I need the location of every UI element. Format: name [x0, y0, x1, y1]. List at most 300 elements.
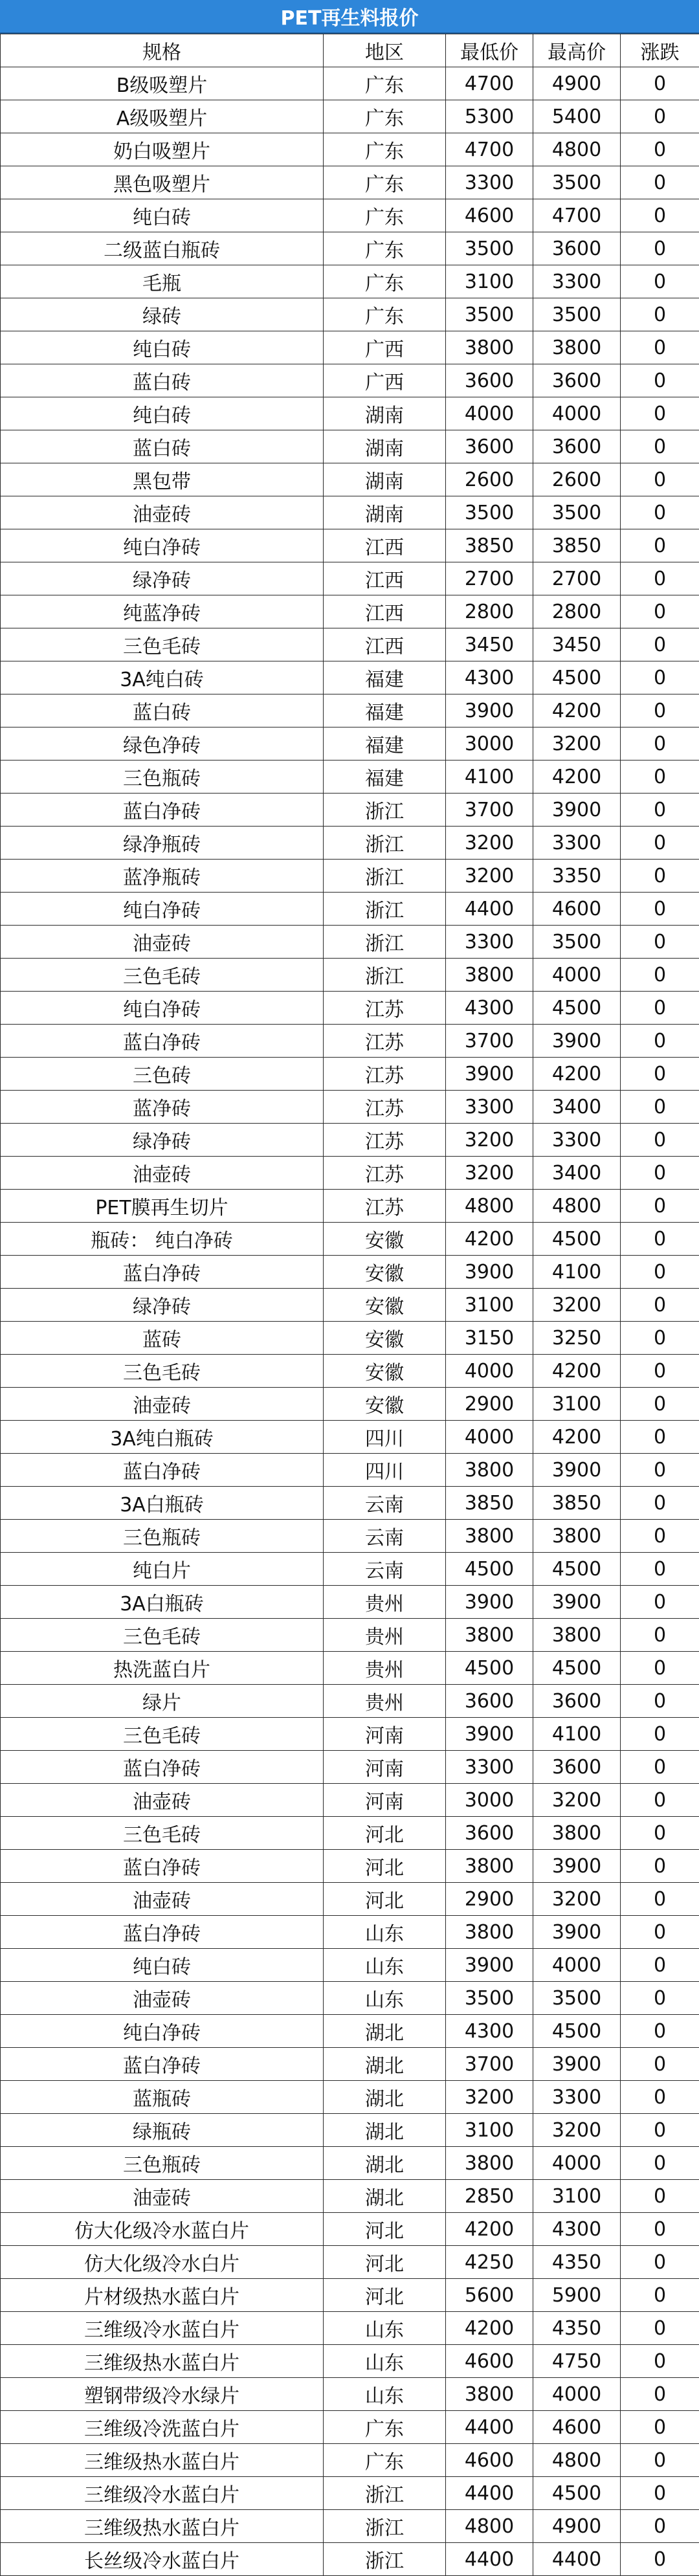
- table-row: [1, 2147, 699, 2180]
- cell-region: 山东: [324, 2312, 446, 2345]
- cell-min-price: 2800: [446, 595, 533, 628]
- cell-min-price: 3100: [446, 1289, 533, 1322]
- table-row: [1, 100, 699, 133]
- cell-min-price: 4250: [446, 2246, 533, 2279]
- table-row: [1, 1256, 699, 1289]
- cell-max-price: 4200: [533, 761, 621, 794]
- table-row: [1, 2246, 699, 2279]
- cell-region: 江西: [324, 628, 446, 661]
- cell-change: 0: [621, 1652, 699, 1685]
- cell-max-price: 3500: [533, 1982, 621, 2015]
- cell-change: 0: [621, 2213, 699, 2246]
- cell-change: 0: [621, 1223, 699, 1256]
- cell-min-price: 5600: [446, 2279, 533, 2312]
- cell-max-price: 3250: [533, 1322, 621, 1355]
- cell-change: 0: [621, 1124, 699, 1157]
- cell-max-price: 4300: [533, 2213, 621, 2246]
- cell-min-price: 4700: [446, 133, 533, 166]
- cell-region: 江西: [324, 562, 446, 595]
- table-row: [1, 529, 699, 562]
- table-row: [1, 232, 699, 265]
- cell-spec: 油壶砖: [1, 926, 324, 959]
- cell-region: 广东: [324, 100, 446, 133]
- cell-change: 0: [621, 67, 699, 100]
- cell-region: 河南: [324, 1751, 446, 1784]
- cell-max-price: 4200: [533, 1355, 621, 1388]
- cell-spec: 蓝净砖: [1, 1091, 324, 1124]
- cell-region: 广西: [324, 364, 446, 397]
- table-row: [1, 2015, 699, 2048]
- cell-max-price: 4500: [533, 2015, 621, 2048]
- cell-region: 江苏: [324, 1190, 446, 1223]
- cell-min-price: 4300: [446, 2015, 533, 2048]
- cell-region: 湖南: [324, 463, 446, 496]
- table-row: [1, 661, 699, 694]
- cell-region: 湖北: [324, 2114, 446, 2147]
- table-row: [1, 926, 699, 959]
- table-row: [1, 1157, 699, 1190]
- table-row: [1, 761, 699, 794]
- table-row: [1, 1421, 699, 1454]
- cell-change: 0: [621, 761, 699, 794]
- cell-min-price: 4000: [446, 1355, 533, 1388]
- cell-max-price: 3200: [533, 1289, 621, 1322]
- cell-change: 0: [621, 2246, 699, 2279]
- cell-region: 山东: [324, 1949, 446, 1982]
- cell-region: 江苏: [324, 1058, 446, 1091]
- cell-region: 广东: [324, 298, 446, 331]
- table-row: [1, 727, 699, 761]
- cell-spec: 蓝白净砖: [1, 1256, 324, 1289]
- cell-spec: 蓝砖: [1, 1322, 324, 1355]
- table-row: [1, 430, 699, 463]
- table-row: [1, 1520, 699, 1553]
- table-row: [1, 397, 699, 430]
- cell-region: 云南: [324, 1520, 446, 1553]
- cell-change: 0: [621, 628, 699, 661]
- cell-max-price: 4600: [533, 893, 621, 926]
- cell-region: 广东: [324, 2444, 446, 2477]
- cell-max-price: 5900: [533, 2279, 621, 2312]
- table-row: [1, 1817, 699, 1850]
- cell-max-price: 4700: [533, 199, 621, 232]
- cell-spec: 黑色吸塑片: [1, 166, 324, 199]
- cell-change: 0: [621, 1586, 699, 1619]
- cell-region: 河北: [324, 1850, 446, 1883]
- cell-change: 0: [621, 1058, 699, 1091]
- table-row: [1, 628, 699, 661]
- cell-min-price: 3600: [446, 364, 533, 397]
- cell-region: 山东: [324, 2378, 446, 2411]
- cell-change: 0: [621, 133, 699, 166]
- cell-change: 0: [621, 1949, 699, 1982]
- cell-spec: 纯白净砖: [1, 529, 324, 562]
- table-row: [1, 1982, 699, 2015]
- cell-region: 广东: [324, 265, 446, 298]
- cell-min-price: 3850: [446, 529, 533, 562]
- cell-region: 广东: [324, 67, 446, 100]
- cell-min-price: 3900: [446, 694, 533, 727]
- cell-min-price: 4600: [446, 2444, 533, 2477]
- cell-max-price: 3800: [533, 1520, 621, 1553]
- cell-max-price: 4000: [533, 959, 621, 992]
- cell-min-price: 4800: [446, 2510, 533, 2543]
- cell-max-price: 4000: [533, 397, 621, 430]
- cell-spec: 奶白吸塑片: [1, 133, 324, 166]
- cell-min-price: 3200: [446, 2081, 533, 2114]
- cell-change: 0: [621, 1388, 699, 1421]
- cell-spec: 塑钢带级冷水绿片: [1, 2378, 324, 2411]
- cell-min-price: 3800: [446, 2147, 533, 2180]
- cell-spec: 绿净砖: [1, 562, 324, 595]
- table-row: [1, 2048, 699, 2081]
- cell-region: 四川: [324, 1421, 446, 1454]
- cell-spec: 纯蓝净砖: [1, 595, 324, 628]
- column-header-region: 地区: [324, 34, 446, 67]
- cell-region: 江苏: [324, 1157, 446, 1190]
- price-table: [0, 34, 699, 2576]
- cell-region: 安徽: [324, 1256, 446, 1289]
- cell-region: 湖北: [324, 2015, 446, 2048]
- cell-spec: 纯白净砖: [1, 893, 324, 926]
- cell-region: 河北: [324, 1883, 446, 1916]
- cell-region: 安徽: [324, 1322, 446, 1355]
- cell-min-price: 2600: [446, 463, 533, 496]
- cell-region: 河北: [324, 1817, 446, 1850]
- cell-region: 广东: [324, 232, 446, 265]
- table-row: [1, 2510, 699, 2543]
- cell-min-price: 3800: [446, 1520, 533, 1553]
- cell-region: 浙江: [324, 794, 446, 827]
- cell-min-price: 3200: [446, 860, 533, 893]
- cell-spec: 三色毛砖: [1, 1817, 324, 1850]
- table-row: [1, 1025, 699, 1058]
- cell-spec: 油壶砖: [1, 2180, 324, 2213]
- cell-spec: PET膜再生切片: [1, 1190, 324, 1223]
- cell-max-price: 4100: [533, 1718, 621, 1751]
- cell-spec: 三色瓶砖: [1, 1520, 324, 1553]
- table-row: [1, 2213, 699, 2246]
- cell-change: 0: [621, 2543, 699, 2576]
- cell-change: 0: [621, 1751, 699, 1784]
- cell-change: 0: [621, 1850, 699, 1883]
- cell-region: 湖南: [324, 397, 446, 430]
- table-row: [1, 1355, 699, 1388]
- table-row: [1, 463, 699, 496]
- cell-max-price: 4500: [533, 661, 621, 694]
- cell-spec: B级吸塑片: [1, 67, 324, 100]
- cell-spec: 油壶砖: [1, 1784, 324, 1817]
- cell-min-price: 2900: [446, 1883, 533, 1916]
- cell-min-price: 2850: [446, 2180, 533, 2213]
- table-row: [1, 298, 699, 331]
- cell-max-price: 3100: [533, 1388, 621, 1421]
- cell-spec: 蓝瓶砖: [1, 2081, 324, 2114]
- cell-max-price: 3800: [533, 1817, 621, 1850]
- table-row: [1, 1586, 699, 1619]
- table-row: [1, 1850, 699, 1883]
- table-row: [1, 2081, 699, 2114]
- cell-change: 0: [621, 827, 699, 860]
- cell-change: 0: [621, 1817, 699, 1850]
- table-body: [1, 67, 699, 2576]
- cell-spec: 三维级热水蓝白片: [1, 2444, 324, 2477]
- cell-min-price: 3900: [446, 1256, 533, 1289]
- table-row: [1, 1619, 699, 1652]
- cell-region: 浙江: [324, 2543, 446, 2576]
- cell-max-price: 4000: [533, 2378, 621, 2411]
- cell-region: 广东: [324, 166, 446, 199]
- cell-max-price: 4100: [533, 1256, 621, 1289]
- cell-max-price: 4500: [533, 2477, 621, 2510]
- table-row: [1, 1916, 699, 1949]
- cell-region: 河南: [324, 1784, 446, 1817]
- cell-change: 0: [621, 430, 699, 463]
- cell-spec: 片材级热水蓝白片: [1, 2279, 324, 2312]
- cell-min-price: 3700: [446, 2048, 533, 2081]
- table-row: [1, 1289, 699, 1322]
- cell-change: 0: [621, 496, 699, 529]
- cell-spec: 蓝白净砖: [1, 794, 324, 827]
- cell-max-price: 4200: [533, 694, 621, 727]
- table-row: [1, 2477, 699, 2510]
- cell-max-price: 3800: [533, 331, 621, 364]
- table-row: [1, 2312, 699, 2345]
- cell-change: 0: [621, 265, 699, 298]
- cell-max-price: 3500: [533, 298, 621, 331]
- column-header-max-price: 最高价: [533, 34, 621, 67]
- cell-spec: 纯白砖: [1, 199, 324, 232]
- cell-region: 湖北: [324, 2180, 446, 2213]
- cell-max-price: 4500: [533, 1223, 621, 1256]
- cell-min-price: 4600: [446, 2345, 533, 2378]
- cell-min-price: 3450: [446, 628, 533, 661]
- table-row: [1, 2411, 699, 2444]
- cell-region: 湖南: [324, 496, 446, 529]
- table-row: [1, 595, 699, 628]
- cell-change: 0: [621, 1190, 699, 1223]
- cell-spec: 三色毛砖: [1, 959, 324, 992]
- cell-max-price: 3500: [533, 926, 621, 959]
- cell-max-price: 3800: [533, 1619, 621, 1652]
- cell-spec: 绿净砖: [1, 1124, 324, 1157]
- cell-spec: 三维级热水蓝白片: [1, 2510, 324, 2543]
- cell-region: 河北: [324, 2213, 446, 2246]
- cell-change: 0: [621, 1289, 699, 1322]
- cell-spec: 蓝白砖: [1, 694, 324, 727]
- cell-region: 山东: [324, 1916, 446, 1949]
- cell-min-price: 4500: [446, 1652, 533, 1685]
- cell-region: 福建: [324, 694, 446, 727]
- cell-spec: 三色毛砖: [1, 1355, 324, 1388]
- cell-spec: 蓝白净砖: [1, 1025, 324, 1058]
- table-row: [1, 827, 699, 860]
- cell-min-price: 3800: [446, 2378, 533, 2411]
- cell-spec: 纯白净砖: [1, 992, 324, 1025]
- table-title: PET再生料报价: [0, 0, 699, 34]
- table-row: [1, 562, 699, 595]
- cell-min-price: 3300: [446, 926, 533, 959]
- cell-max-price: 4200: [533, 1421, 621, 1454]
- table-row: [1, 794, 699, 827]
- cell-spec: 绿瓶砖: [1, 2114, 324, 2147]
- cell-change: 0: [621, 2510, 699, 2543]
- cell-region: 河北: [324, 2279, 446, 2312]
- cell-change: 0: [621, 926, 699, 959]
- cell-spec: 三维级冷水蓝白片: [1, 2477, 324, 2510]
- cell-region: 云南: [324, 1553, 446, 1586]
- cell-max-price: 3200: [533, 2114, 621, 2147]
- cell-min-price: 3500: [446, 298, 533, 331]
- cell-region: 湖北: [324, 2147, 446, 2180]
- cell-min-price: 3700: [446, 1025, 533, 1058]
- cell-change: 0: [621, 2147, 699, 2180]
- cell-max-price: 4900: [533, 67, 621, 100]
- cell-min-price: 4400: [446, 893, 533, 926]
- table-row: [1, 992, 699, 1025]
- cell-max-price: 3350: [533, 860, 621, 893]
- cell-min-price: 3300: [446, 1091, 533, 1124]
- cell-region: 福建: [324, 727, 446, 761]
- cell-region: 福建: [324, 761, 446, 794]
- cell-region: 贵州: [324, 1685, 446, 1718]
- cell-spec: 三维级冷水蓝白片: [1, 2312, 324, 2345]
- cell-max-price: 3300: [533, 265, 621, 298]
- cell-change: 0: [621, 2081, 699, 2114]
- cell-min-price: 3800: [446, 1619, 533, 1652]
- cell-max-price: 3600: [533, 232, 621, 265]
- cell-change: 0: [621, 2048, 699, 2081]
- cell-region: 浙江: [324, 959, 446, 992]
- cell-spec: 热洗蓝白片: [1, 1652, 324, 1685]
- cell-min-price: 3700: [446, 794, 533, 827]
- cell-spec: 三维级热水蓝白片: [1, 2345, 324, 2378]
- cell-max-price: 2600: [533, 463, 621, 496]
- cell-min-price: 4600: [446, 199, 533, 232]
- cell-max-price: 4800: [533, 133, 621, 166]
- table-row: [1, 1784, 699, 1817]
- cell-max-price: 4000: [533, 1949, 621, 1982]
- cell-min-price: 3900: [446, 1949, 533, 1982]
- cell-region: 浙江: [324, 893, 446, 926]
- cell-max-price: 3450: [533, 628, 621, 661]
- cell-change: 0: [621, 1883, 699, 1916]
- cell-min-price: 3150: [446, 1322, 533, 1355]
- cell-max-price: 3900: [533, 1025, 621, 1058]
- table-row: [1, 860, 699, 893]
- cell-spec: 油壶砖: [1, 1982, 324, 2015]
- cell-min-price: 3500: [446, 496, 533, 529]
- cell-region: 广东: [324, 2411, 446, 2444]
- cell-change: 0: [621, 1256, 699, 1289]
- cell-max-price: 3200: [533, 1784, 621, 1817]
- cell-max-price: 4800: [533, 1190, 621, 1223]
- column-header-min-price: 最低价: [446, 34, 533, 67]
- cell-min-price: 4700: [446, 67, 533, 100]
- table-row: [1, 496, 699, 529]
- cell-min-price: 3800: [446, 331, 533, 364]
- cell-max-price: 3850: [533, 1487, 621, 1520]
- cell-region: 河南: [324, 1718, 446, 1751]
- cell-max-price: 3300: [533, 2081, 621, 2114]
- cell-region: 湖北: [324, 2081, 446, 2114]
- cell-region: 浙江: [324, 2510, 446, 2543]
- cell-region: 贵州: [324, 1586, 446, 1619]
- cell-min-price: 4000: [446, 1421, 533, 1454]
- table-row: [1, 67, 699, 100]
- cell-spec: 蓝白净砖: [1, 1916, 324, 1949]
- cell-min-price: 3900: [446, 1718, 533, 1751]
- cell-max-price: 3300: [533, 827, 621, 860]
- cell-max-price: 3900: [533, 1916, 621, 1949]
- cell-change: 0: [621, 2312, 699, 2345]
- cell-spec: 绿净砖: [1, 1289, 324, 1322]
- cell-max-price: 3900: [533, 2048, 621, 2081]
- table-row: [1, 133, 699, 166]
- cell-change: 0: [621, 331, 699, 364]
- table-row: [1, 2543, 699, 2576]
- cell-change: 0: [621, 595, 699, 628]
- cell-change: 0: [621, 1487, 699, 1520]
- table-row: [1, 364, 699, 397]
- cell-change: 0: [621, 860, 699, 893]
- cell-min-price: 3200: [446, 1124, 533, 1157]
- cell-min-price: 3500: [446, 232, 533, 265]
- cell-region: 云南: [324, 1487, 446, 1520]
- table-row: [1, 694, 699, 727]
- table-row: [1, 1190, 699, 1223]
- cell-change: 0: [621, 1982, 699, 2015]
- cell-min-price: 4400: [446, 2411, 533, 2444]
- cell-spec: 长丝级冷水蓝白片: [1, 2543, 324, 2576]
- cell-spec: 三色毛砖: [1, 1619, 324, 1652]
- cell-min-price: 3600: [446, 430, 533, 463]
- cell-region: 安徽: [324, 1355, 446, 1388]
- cell-min-price: 4200: [446, 2312, 533, 2345]
- column-header-change: 涨跌: [621, 34, 699, 67]
- cell-spec: 纯白砖: [1, 331, 324, 364]
- cell-max-price: 3100: [533, 2180, 621, 2213]
- table-row: [1, 1454, 699, 1487]
- cell-spec: 纯白净砖: [1, 2015, 324, 2048]
- cell-spec: 油壶砖: [1, 1388, 324, 1421]
- cell-change: 0: [621, 2378, 699, 2411]
- cell-spec: 纯白砖: [1, 397, 324, 430]
- cell-change: 0: [621, 364, 699, 397]
- cell-region: 山东: [324, 2345, 446, 2378]
- cell-region: 广东: [324, 199, 446, 232]
- cell-region: 贵州: [324, 1619, 446, 1652]
- cell-max-price: 3500: [533, 496, 621, 529]
- table-row: [1, 1322, 699, 1355]
- table-row: [1, 1487, 699, 1520]
- cell-region: 贵州: [324, 1652, 446, 1685]
- cell-spec: 蓝白砖: [1, 430, 324, 463]
- cell-spec: A级吸塑片: [1, 100, 324, 133]
- cell-max-price: 4600: [533, 2411, 621, 2444]
- cell-min-price: 4800: [446, 1190, 533, 1223]
- cell-min-price: 3900: [446, 1586, 533, 1619]
- cell-change: 0: [621, 1421, 699, 1454]
- cell-region: 安徽: [324, 1223, 446, 1256]
- cell-spec: 蓝白净砖: [1, 2048, 324, 2081]
- cell-spec: 蓝白净砖: [1, 1850, 324, 1883]
- cell-max-price: 3900: [533, 1586, 621, 1619]
- table-row: [1, 1949, 699, 1982]
- cell-spec: 瓶砖： 纯白净砖: [1, 1223, 324, 1256]
- cell-min-price: 2700: [446, 562, 533, 595]
- cell-region: 河北: [324, 2246, 446, 2279]
